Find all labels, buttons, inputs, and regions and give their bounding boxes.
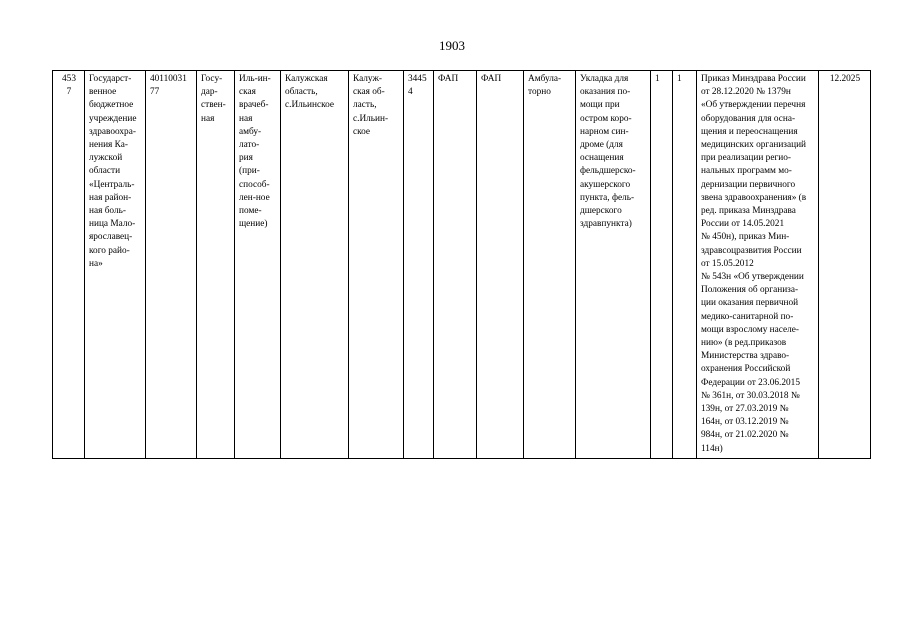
cell-quantity: 1	[651, 71, 673, 459]
cell-unit-type: ФАП	[434, 71, 477, 459]
cell-equipment-name: Укладка для оказания по- мощи при остром коро- нарном син- дроме (для оснащения фельдшерско- акушерского пункта, фель- дшерского здравпункта)	[576, 71, 651, 459]
document-table	[52, 70, 871, 459]
cell-inn: 40110031 77	[146, 71, 197, 459]
cell-organization-name: Государст- венное бюджетное учреждение здравоохра- нения Ка- лужской области «Централь- ная район- ная боль- ница Мало- ярославец- кого райо- на»	[85, 71, 146, 459]
cell-code: 3445 4	[404, 71, 434, 459]
cell-legal-basis: Приказ Минздрава России от 28.12.2020 № 1379н «Об утверждении перечня оборудования для осна- щения и переоснащения медицинских организаций при реализации регио- нальных программ мо- дернизации первичного звена здравоохранения» (в ред. приказа Минздрава России от 14.05.2021 № 450н), приказ Мин- здравсоцразвития России от 15.05.2012 № 543н «Об утверждении Положения об организа- ции оказания первичной медико-санитарной по- мощи взрослому населе- нию» (в ред.приказов Министерства здраво- охранения Российской Федерации от 23.06.2015 № 361н, от 30.03.2018 № 139н, от 27.03.2019 № 164н, от 03.12.2019 № 984н, от 21.02.2020 № 114н)	[697, 71, 819, 459]
cell-care-conditions: Амбула- торно	[524, 71, 576, 459]
table-row	[53, 71, 871, 459]
cell-deadline: 12.2025	[819, 71, 871, 459]
cell-address: Калужская область, с.Ильинское	[281, 71, 349, 459]
cell-unit-type-2: ФАП	[477, 71, 524, 459]
cell-row-number: 453 7	[53, 71, 85, 459]
cell-quantity-2: 1	[673, 71, 697, 459]
cell-locality: Калуж- ская об- ласть, с.Ильин- ское	[349, 71, 404, 459]
page-number: 1903	[439, 38, 465, 53]
cell-facility-name: Иль-ин- ская врачеб- ная амбу- лато- рия (при- способ- лен-ное поме- щение)	[235, 71, 281, 459]
cell-ownership-form: Госу- дар- ствен- ная	[197, 71, 235, 459]
